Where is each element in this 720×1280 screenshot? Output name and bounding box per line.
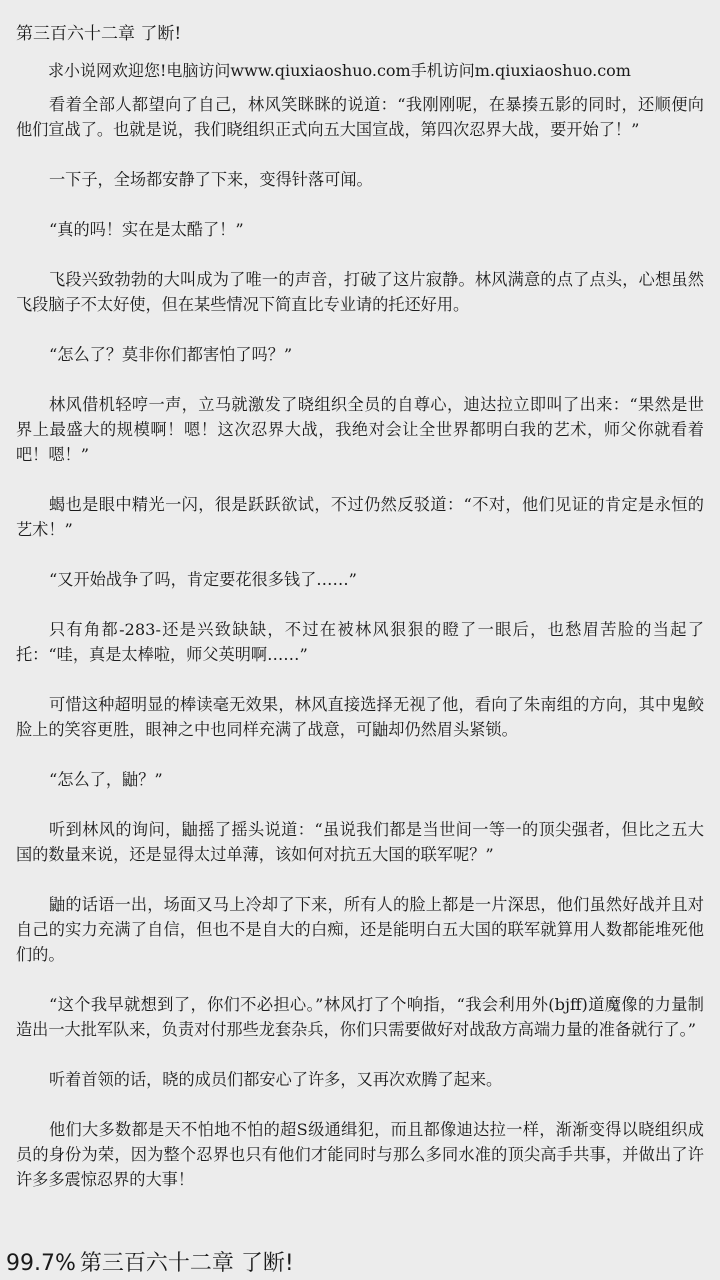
paragraph: 只有角都-283-还是兴致缺缺，不过在被林风狠狠的瞪了一眼后，也愁眉苦脸的当起了托：“哇，真是太棒啦，师父英明啊……” <box>16 620 704 664</box>
paragraph: 飞段兴致勃勃的大叫成为了唯一的声音，打破了这片寂静。林风满意的点了点头，心想虽然飞段脑子不太好使，但在某些情况下简直比专业请的托还好用。 <box>16 270 704 314</box>
paragraph: “这个我早就想到了，你们不必担心。”林风打了个响指，“我会利用外(bjff)道魔像的力量制造出一大批军队来，负责对付那些龙套杂兵，你们只需要做好对战敌方高端力量的准备就行了。” <box>16 995 704 1039</box>
paragraph: 听着首领的话，晓的成员们都安心了许多，又再次欢腾了起来。 <box>49 1070 503 1089</box>
paragraph: 他们大多数都是天不怕地不怕的超S级通缉犯，而且都像迪达拉一样，渐渐变得以晓组织成员的身份为荣，因为整个忍界也只有他们才能同时与那么多同水准的顶尖高手共事，并做出了许许多多震惊忍界的大事！ <box>16 1120 704 1189</box>
paragraph: 一下子，全场都安静了下来，变得针落可闻。 <box>49 170 373 189</box>
paragraph: 听到林风的询问，鼬摇了摇头说道：“虽说我们都是当世间一等一的顶尖强者，但比之五大国的数量来说，还是显得太过单薄，该如何对抗五大国的联军呢？” <box>16 820 704 864</box>
paragraph: 可惜这种超明显的棒读毫无效果，林风直接选择无视了他，看向了朱南组的方向，其中鬼鲛脸上的笑容更胜，眼神之中也同样充满了战意，可鼬却仍然眉头紧锁。 <box>16 695 704 739</box>
site-notice: 求小说网欢迎您!电脑访问www.qiuxiaoshuo.com手机访问m.qiuxiaoshuo.com <box>48 61 631 80</box>
reading-progress: 99.7% <box>6 1251 76 1276</box>
paragraph: “真的吗！实在是太酷了！” <box>49 220 244 239</box>
reading-status-bar <box>6 1248 298 1280</box>
paragraph: “又开始战争了吗，肯定要花很多钱了……” <box>49 570 357 589</box>
paragraph: 看着全部人都望向了自己，林风笑眯眯的说道：“我刚刚呢，在暴揍五影的同时，还顺便向他们宣战了。也就是说，我们晓组织正式向五大国宣战，第四次忍界大战，要开始了！” <box>16 95 704 139</box>
paragraph: 鼬的话语一出，场面又马上冷却了下来，所有人的脸上都是一片深思，他们虽然好战并且对自己的实力充满了自信，但也不是自大的白痴，还是能明白五大国的联军就算用人数都能堆死他们的。 <box>16 895 704 964</box>
paragraph: “怎么了，鼬？” <box>49 770 163 789</box>
footer-chapter-title: 第三百六十二章 了断! <box>79 1251 294 1276</box>
paragraph: “怎么了？莫非你们都害怕了吗？” <box>49 345 293 364</box>
paragraph: 蝎也是眼中精光一闪，很是跃跃欲试，不过仍然反驳道：“不对，他们见证的肯定是永恒的艺术！” <box>16 495 704 539</box>
paragraph: 林风借机轻哼一声，立马就激发了晓组织全员的自尊心，迪达拉立即叫了出来：“果然是世界上最盛大的规模啊！嗯！这次忍界大战，我绝对会让全世界都明白我的艺术，师父你就看着吧！嗯！” <box>16 395 704 464</box>
chapter-title: 第三百六十二章 了断! <box>16 24 182 44</box>
